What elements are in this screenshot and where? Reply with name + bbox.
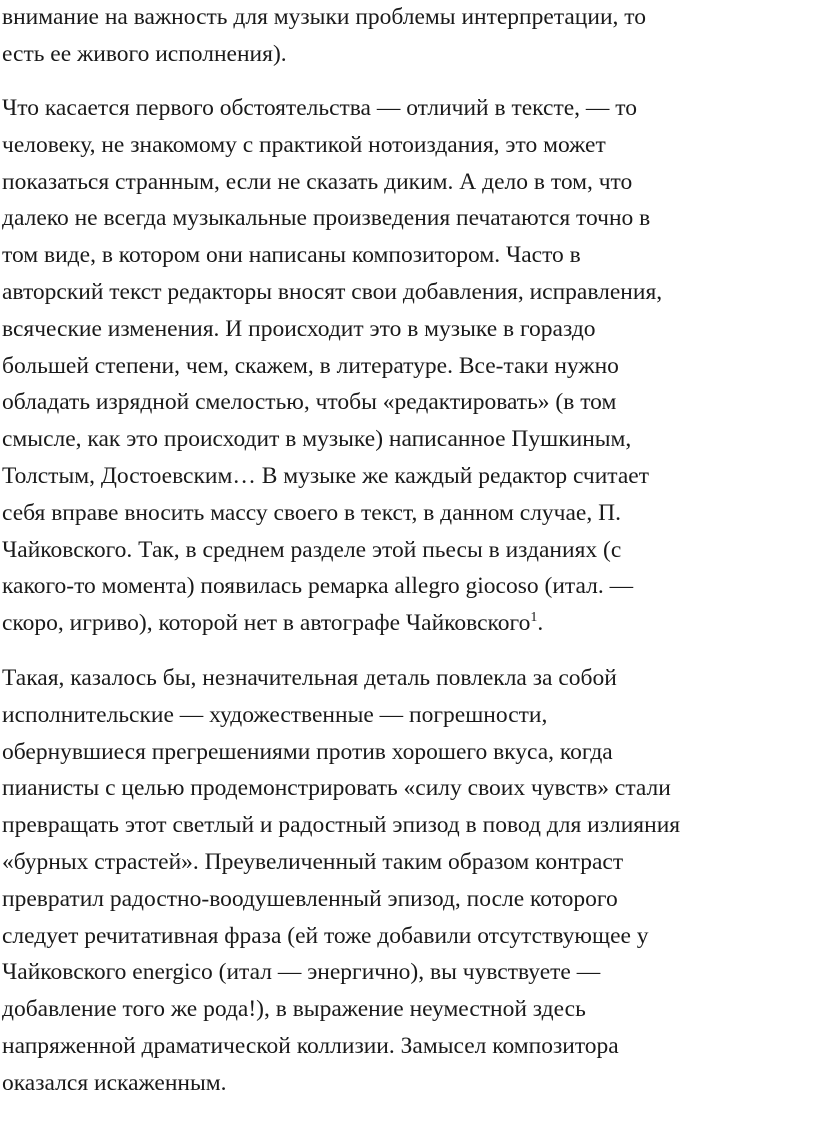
text-line: авторский текст редакторы вносят свои добавления, исправления, bbox=[2, 278, 663, 305]
text-line: «бурных страстей». Преувеличенный таким образом контраст bbox=[2, 848, 624, 875]
text-line: оказался искаженным. bbox=[2, 1069, 227, 1096]
text-line: пианисты с целью продемонстрировать «силу своих чувств» стали bbox=[2, 775, 671, 802]
text-line: показаться странным, если не сказать диким. А дело в том, что bbox=[2, 168, 633, 195]
text-line-last bbox=[2, 605, 662, 642]
text-line: человеку, не знакомому с практикой нотоиздания, это может bbox=[2, 131, 606, 158]
sentence-end: . bbox=[537, 610, 544, 637]
text-line: обладать изрядной смелостью, чтобы «редактировать» (в том bbox=[2, 389, 617, 416]
text-line: всяческие изменения. И происходит это в музыке в гораздо bbox=[2, 315, 596, 342]
paragraph-3 bbox=[2, 660, 680, 1102]
paragraph-2 bbox=[2, 90, 662, 642]
text-line: исполнительские — художественные — погрешности, bbox=[2, 701, 548, 728]
text-line: Что касается первого обстоятельства — отличий в тексте, — то bbox=[2, 95, 637, 121]
text-line: далеко не всегда музыкальные произведения печатаются точно в bbox=[2, 205, 651, 232]
text-line: том виде, в котором они написаны композитором. Часто в bbox=[2, 242, 581, 269]
text-line: превращать этот светлый и радостный эпизод в повод для излияния bbox=[2, 812, 681, 839]
text-line: себя вправе вносить массу своего в текст, в данном случае, П. bbox=[2, 499, 621, 526]
text-line: смысле, как это происходит в музыке) написанное Пушкиным, bbox=[2, 426, 632, 453]
text-line: Толстым, Достоевским… В музыке же каждый редактор считает bbox=[2, 462, 649, 489]
text-line: Чайковского. Так, в среднем разделе этой пьесы в изданиях (с bbox=[2, 536, 622, 563]
text-line: следует речитативная фраза (ей тоже добавили отсутствующее у bbox=[2, 922, 649, 949]
text-line: напряженной драматической коллизии. Замысел композитора bbox=[2, 1032, 619, 1059]
text-line: Чайковского energico (итал — энергично), вы чувствуете — bbox=[2, 959, 601, 986]
text-line: большей степени, чем, скажем, в литературе. Все-таки нужно bbox=[2, 352, 619, 379]
text-line: обернувшиеся прегрешениями против хорошего вкуса, когда bbox=[2, 738, 613, 765]
footnote-mark[interactable]: 1 bbox=[530, 610, 538, 626]
paragraph-1 bbox=[2, 0, 646, 73]
text-line: внимание на важность для музыки проблемы интерпретации, то bbox=[2, 4, 646, 30]
text-line: какого-то момента) появилась ремарка allegro giocoso (итал. — bbox=[2, 573, 634, 600]
text-line: есть ее живого исполнения). bbox=[2, 40, 287, 67]
text-line: превратил радостно-воодушевленный эпизод, после которого bbox=[2, 885, 618, 912]
text-line: Такая, казалось бы, незначительная деталь повлекла за собой bbox=[2, 665, 617, 691]
text-line: скоро, игриво), которой нет в автографе Чайковского bbox=[2, 610, 531, 637]
text-line: добавление того же рода!), в выражение неуместной здесь bbox=[2, 996, 586, 1023]
